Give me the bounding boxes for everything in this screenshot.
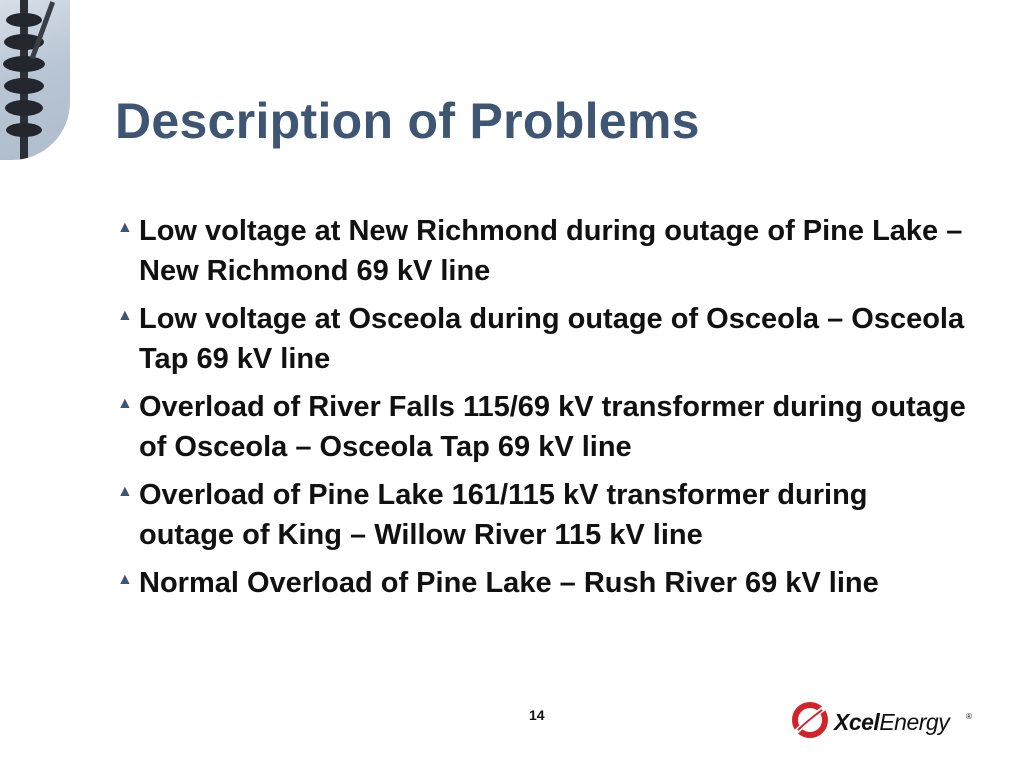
page-number: 14	[529, 707, 545, 723]
bullet-item	[117, 387, 967, 467]
bullet-item	[117, 475, 967, 555]
bullet-text: Low voltage at New Richmond during outage of Pine Lake – New Richmond 69 kV line	[139, 215, 963, 287]
bullet-text: Overload of Pine Lake 161/115 kV transformer during outage of King – Willow River 115 kV line	[139, 479, 868, 551]
logo-wordmark	[834, 709, 949, 736]
bullet-text: Normal Overload of Pine Lake – Rush River 69 kV line	[139, 567, 879, 599]
xcel-energy-logo	[790, 700, 980, 744]
bullet-list	[117, 211, 967, 611]
corner-photo-insulator	[0, 0, 70, 160]
triangle-bullet-icon: ▲	[117, 483, 133, 500]
registered-mark: ®	[966, 712, 972, 721]
bullet-item	[117, 211, 967, 291]
bullet-text: Overload of River Falls 115/69 kV transformer during outage of Osceola – Osceola Tap 69 kV line	[139, 391, 966, 463]
triangle-bullet-icon: ▲	[117, 307, 133, 324]
bullet-item	[117, 563, 967, 603]
swirl-logo-icon	[790, 700, 830, 740]
triangle-bullet-icon: ▲	[117, 395, 133, 412]
logo-wordmark-energy: Energy	[879, 709, 950, 735]
triangle-bullet-icon: ▲	[117, 219, 133, 236]
bullet-text: Low voltage at Osceola during outage of Osceola – Osceola Tap 69 kV line	[139, 303, 965, 375]
logo-wordmark-xcel: Xcel	[834, 709, 880, 735]
slide-title: Description of Problems	[115, 93, 700, 149]
bullet-item	[117, 299, 967, 379]
triangle-bullet-icon: ▲	[117, 571, 133, 588]
